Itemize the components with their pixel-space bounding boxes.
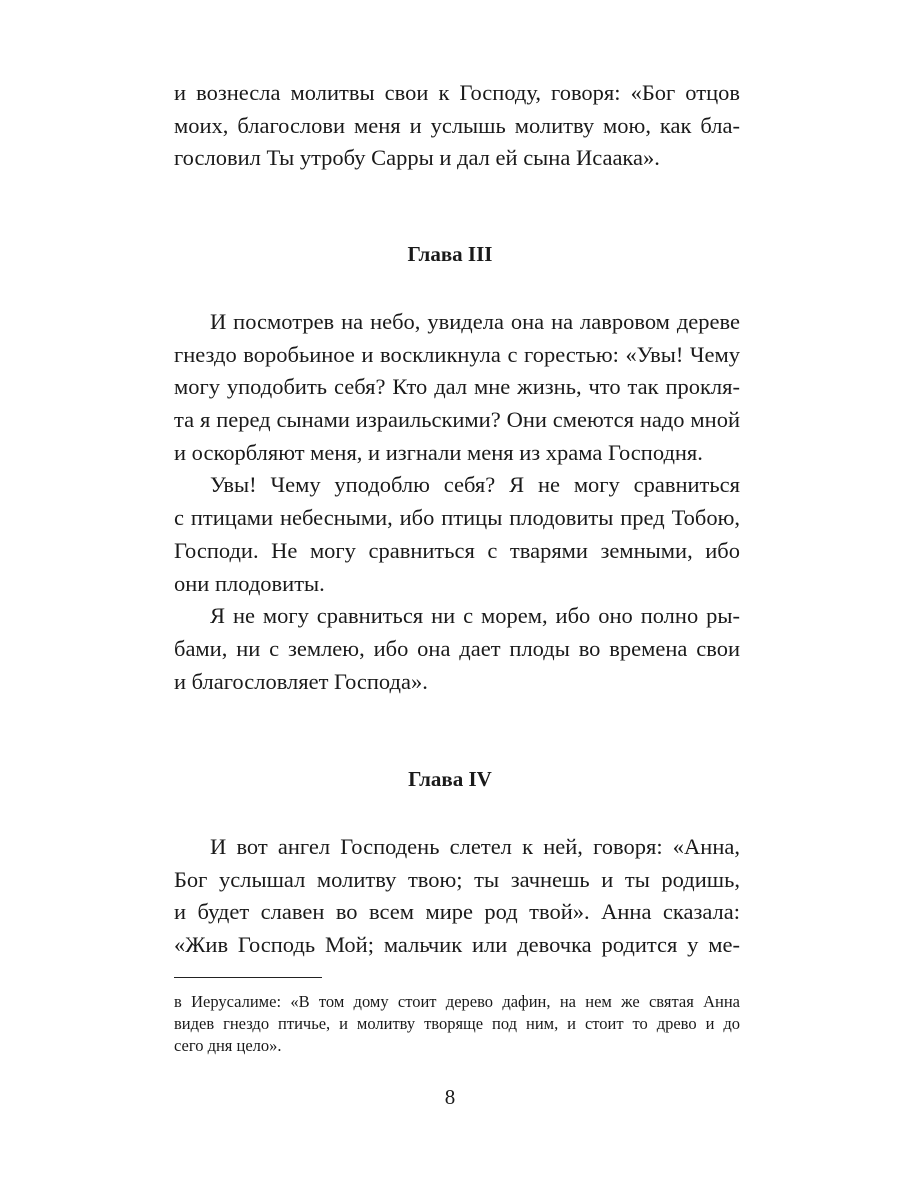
text-line: моих, благослови меня и услышь молитву мою, как бла- bbox=[174, 112, 740, 138]
page-number: 8 bbox=[444, 1085, 456, 1109]
text-line: Бог услышал молитву твою; ты зачнешь и ты родишь, bbox=[174, 866, 740, 892]
text-line: и благословляет Господа». bbox=[174, 668, 428, 694]
text-line: гословил Ты утробу Сарры и дал ей сына Исаака». bbox=[174, 145, 660, 171]
text-line: «Жив Господь Мой; мальчик или девочка родится у ме- bbox=[174, 932, 740, 958]
footnote-line: видев гнездо птичье, и молитву творяще под ним, и стоит то древо и до bbox=[174, 1014, 740, 1033]
text-line: И посмотрев на небо, увидела она на лавровом дереве bbox=[210, 309, 740, 334]
text-line: и оскорбляют меня, и изгнали меня из храма Господня. bbox=[174, 439, 703, 465]
text-line: бами, ни с землею, ибо она дает плоды во времена свои bbox=[174, 635, 740, 661]
text-line: и вознесла молитвы свои к Господу, говоря: «Бог отцов bbox=[174, 80, 740, 105]
text-line: гнездо воробьиное и воскликнула с горестью: «Увы! Чему bbox=[174, 341, 740, 367]
text-line: и будет славен во всем мире род твой». Анна сказала: bbox=[174, 899, 740, 925]
footnote bbox=[174, 991, 740, 1057]
chapter-4-body bbox=[174, 831, 740, 962]
text-line: с птицами небесными, ибо птицы плодовиты пред Тобою, bbox=[174, 505, 740, 531]
text-line: могу уподобить себя? Кто дал мне жизнь, что так прокля- bbox=[174, 374, 740, 400]
footnote-divider bbox=[174, 977, 322, 978]
text-line: Господи. Не могу сравниться с тварями земными, ибо bbox=[174, 537, 740, 563]
paragraph-opening bbox=[174, 77, 740, 175]
text-line: И вот ангел Господень слетел к ней, говоря: «Анна, bbox=[210, 834, 740, 859]
footnote-line: сего дня цело». bbox=[174, 1036, 282, 1055]
text-line: они плодовиты. bbox=[174, 570, 325, 596]
footnote-line: в Иерусалиме: «В том дому стоит дерево дафин, на нем же святая Анна bbox=[174, 992, 740, 1011]
chapter-3-body bbox=[174, 306, 740, 698]
chapter-3-heading: Глава III bbox=[407, 242, 493, 266]
text-line: та я перед сынами израильскими? Они смеются надо мной bbox=[174, 407, 740, 433]
text-line: Увы! Чему уподоблю себя? Я не могу сравниться bbox=[210, 472, 740, 498]
text-line: Я не могу сравниться ни с морем, ибо оно полно ры- bbox=[210, 603, 740, 629]
chapter-4-heading: Глава IV bbox=[408, 767, 492, 791]
